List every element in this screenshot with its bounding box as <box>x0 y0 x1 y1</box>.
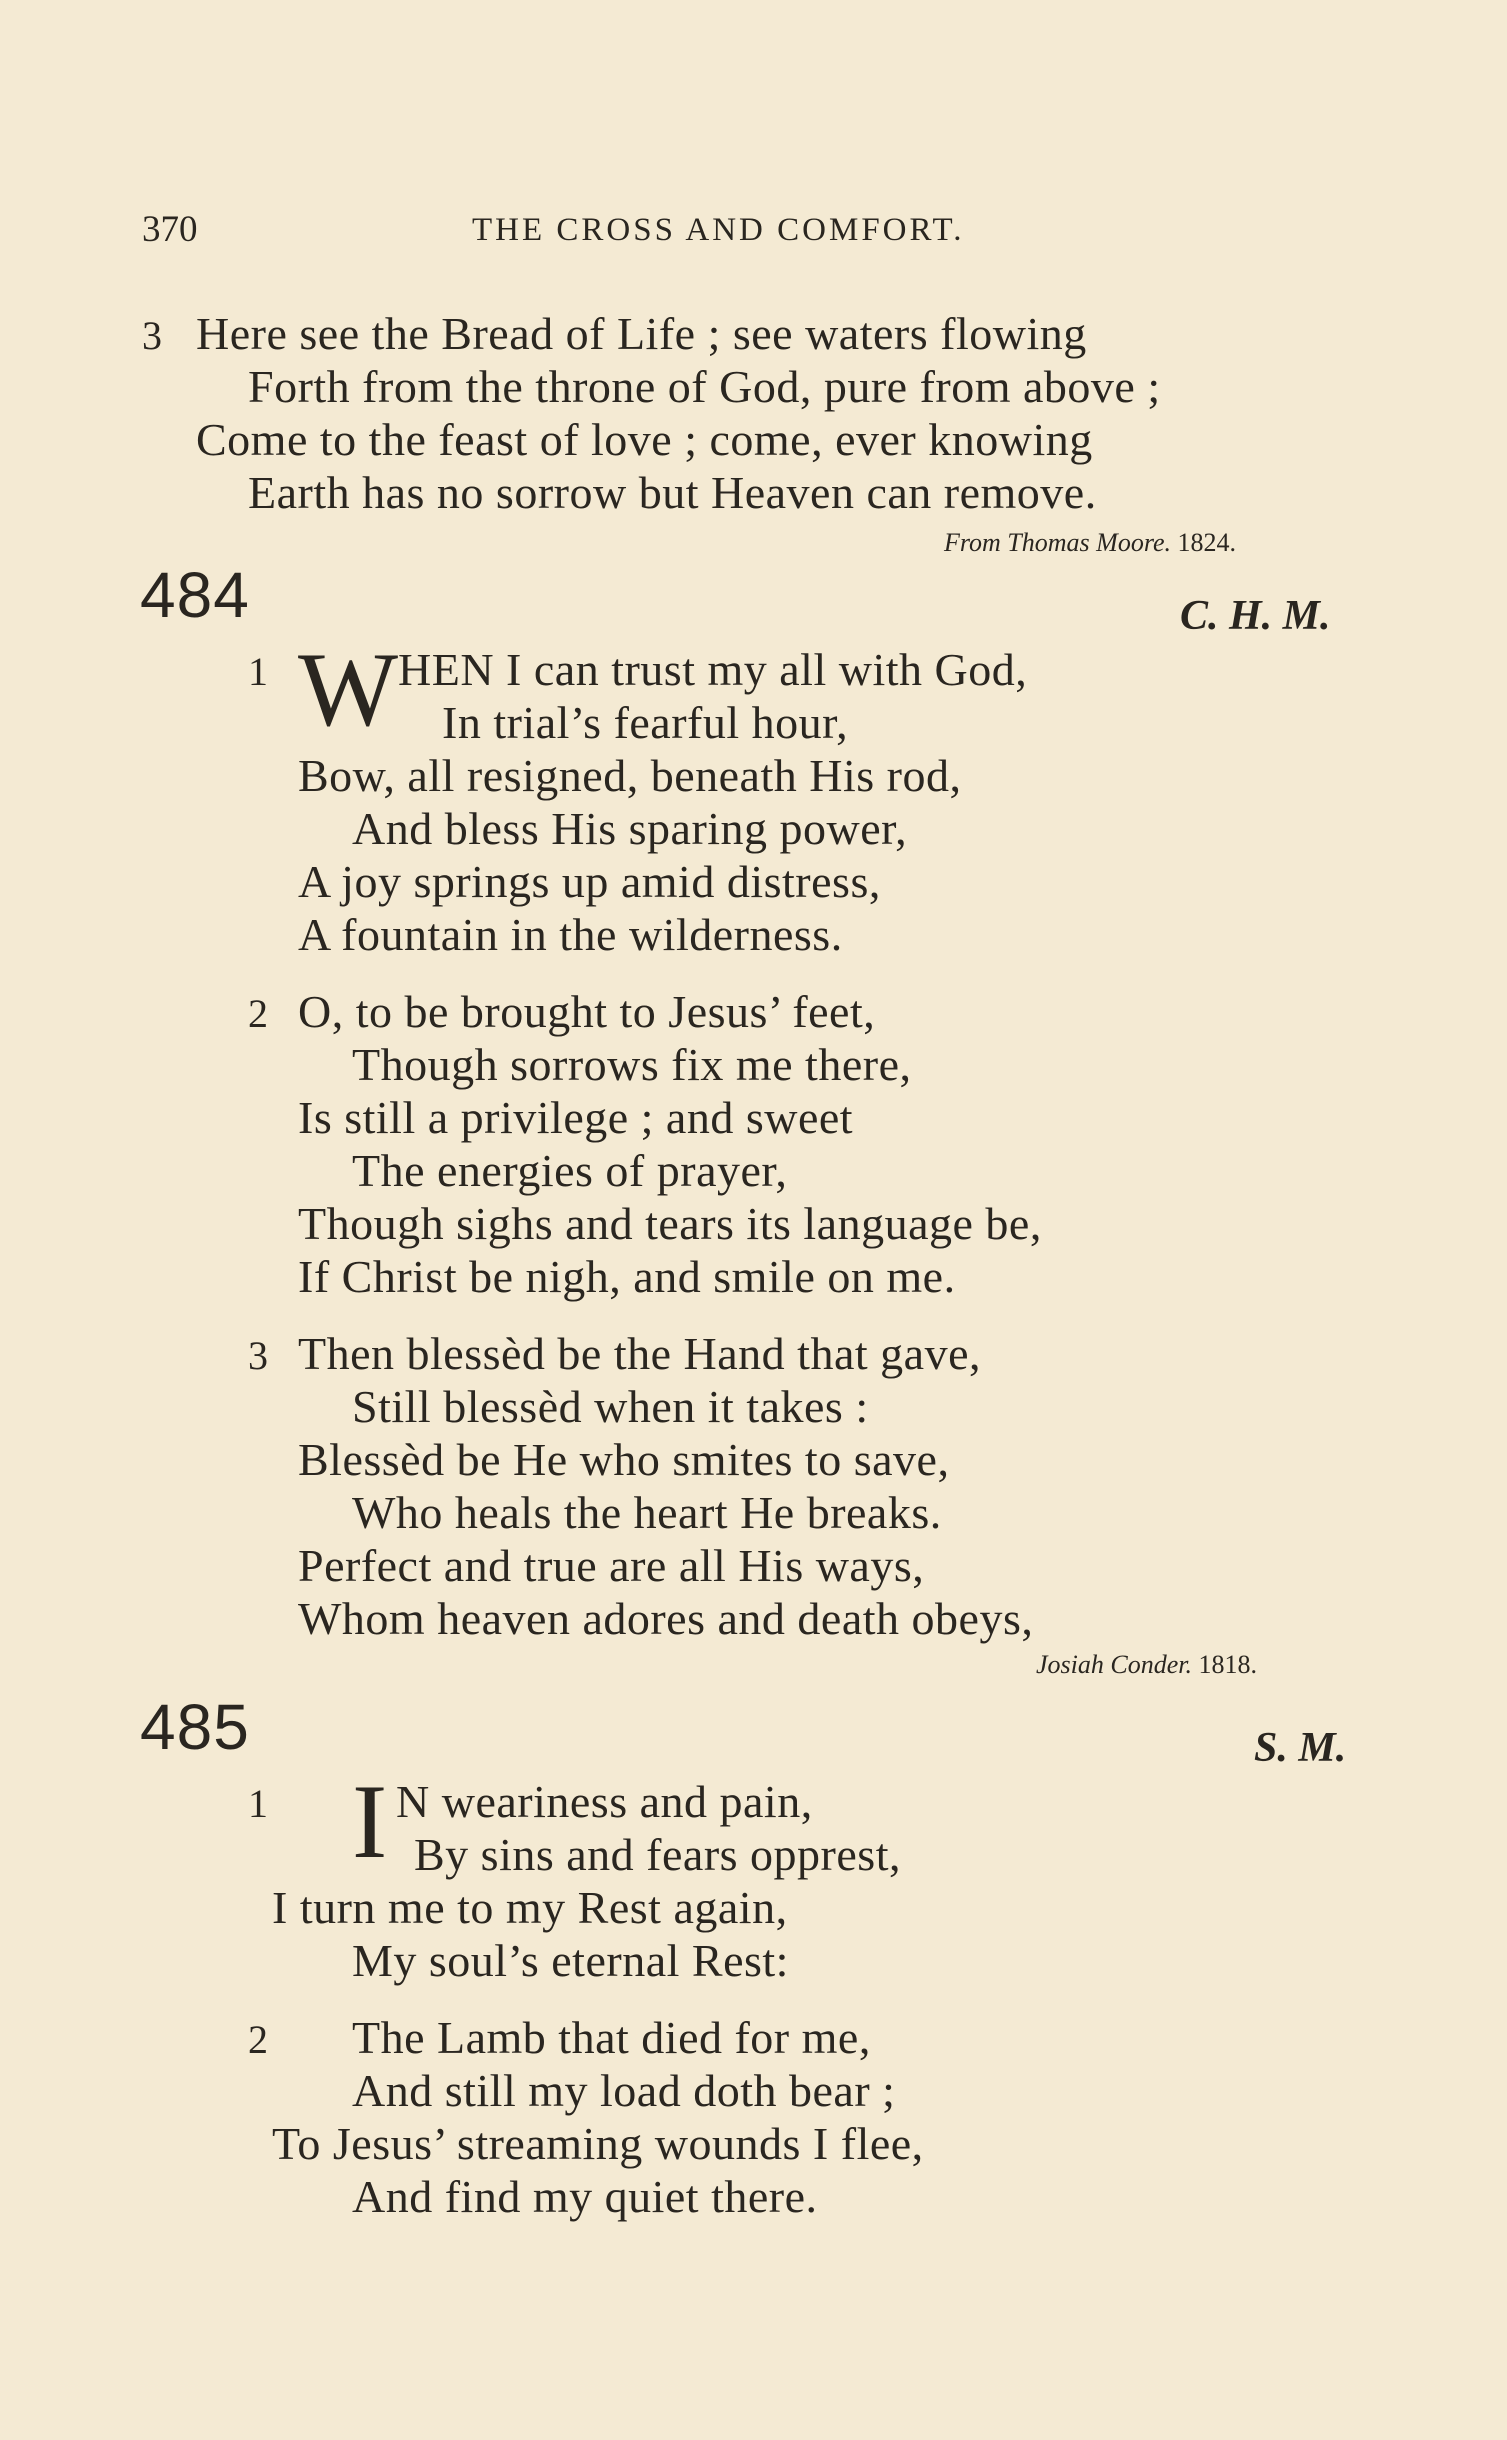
verse-line: Come to the feast of love ; come, ever knowing <box>196 414 1093 465</box>
verse-line: Perfect and true are all His ways, <box>298 1540 925 1591</box>
verse-number: 3 <box>248 1333 268 1378</box>
verse-line: And still my load doth bear ; <box>352 2065 896 2116</box>
drop-cap: I <box>352 1763 388 1880</box>
verse-number: 2 <box>248 2017 268 2062</box>
verse-line: If Christ be nigh, and smile on me. <box>298 1251 956 1302</box>
attribution: From Thomas Moore. 1824. <box>944 528 1237 557</box>
verse-line: A fountain in the wilderness. <box>298 909 843 960</box>
verse-line: Though sighs and tears its language be, <box>298 1198 1042 1249</box>
verse-line: Bow, all resigned, beneath His rod, <box>298 750 962 801</box>
verse-line: Still blessèd when it takes : <box>352 1381 869 1432</box>
verse-line: N weariness and pain, <box>396 1776 813 1827</box>
hymn-number: 485 <box>140 1691 250 1763</box>
verse-line: Forth from the throne of God, pure from above ; <box>248 361 1161 412</box>
hymn-meter: S. M. <box>1254 1725 1347 1771</box>
verse-line: The Lamb that died for me, <box>352 2012 871 2063</box>
verse-line: Though sorrows fix me there, <box>352 1039 912 1090</box>
running-title: THE CROSS AND COMFORT. <box>472 212 965 248</box>
verse-line: Here see the Bread of Life ; see waters flowing <box>196 308 1087 359</box>
verse-line: O, to be brought to Jesus’ feet, <box>298 986 876 1037</box>
verse-line: My soul’s eternal Rest: <box>352 1935 789 1986</box>
verse-line: Is still a privilege ; and sweet <box>298 1092 854 1143</box>
attribution: Josiah Conder. 1818. <box>1036 1650 1257 1679</box>
verse-line: And bless His sparing power, <box>352 803 908 854</box>
verse-line: In trial’s fearful hour, <box>442 697 849 748</box>
verse-line: Who heals the heart He breaks. <box>352 1487 942 1538</box>
hymn-meter: C. H. M. <box>1180 593 1331 639</box>
verse-line: Blessèd be He who smites to save, <box>298 1434 950 1485</box>
verse-line: A joy springs up amid distress, <box>298 856 881 907</box>
verse-number: 2 <box>248 991 268 1036</box>
verse-line: Earth has no sorrow but Heaven can remove. <box>248 467 1097 518</box>
verse-line: To Jesus’ streaming wounds I flee, <box>272 2118 924 2169</box>
verse-number: 3 <box>142 313 162 358</box>
verse-line: Whom heaven adores and death obeys, <box>298 1593 1034 1644</box>
verse-line: And find my quiet there. <box>352 2171 818 2222</box>
verse-line: I turn me to my Rest again, <box>272 1882 788 1933</box>
page-number: 370 <box>142 209 198 250</box>
drop-cap: W <box>298 631 399 748</box>
hymn-number: 484 <box>140 559 250 631</box>
verse-number: 1 <box>248 1781 268 1826</box>
verse-number: 1 <box>248 649 268 694</box>
verse-line: HEN I can trust my all with God, <box>398 644 1028 695</box>
verse-line: By sins and fears opprest, <box>414 1829 901 1880</box>
verse-line: The energies of prayer, <box>352 1145 788 1196</box>
verse-line: Then blessèd be the Hand that gave, <box>298 1328 981 1379</box>
